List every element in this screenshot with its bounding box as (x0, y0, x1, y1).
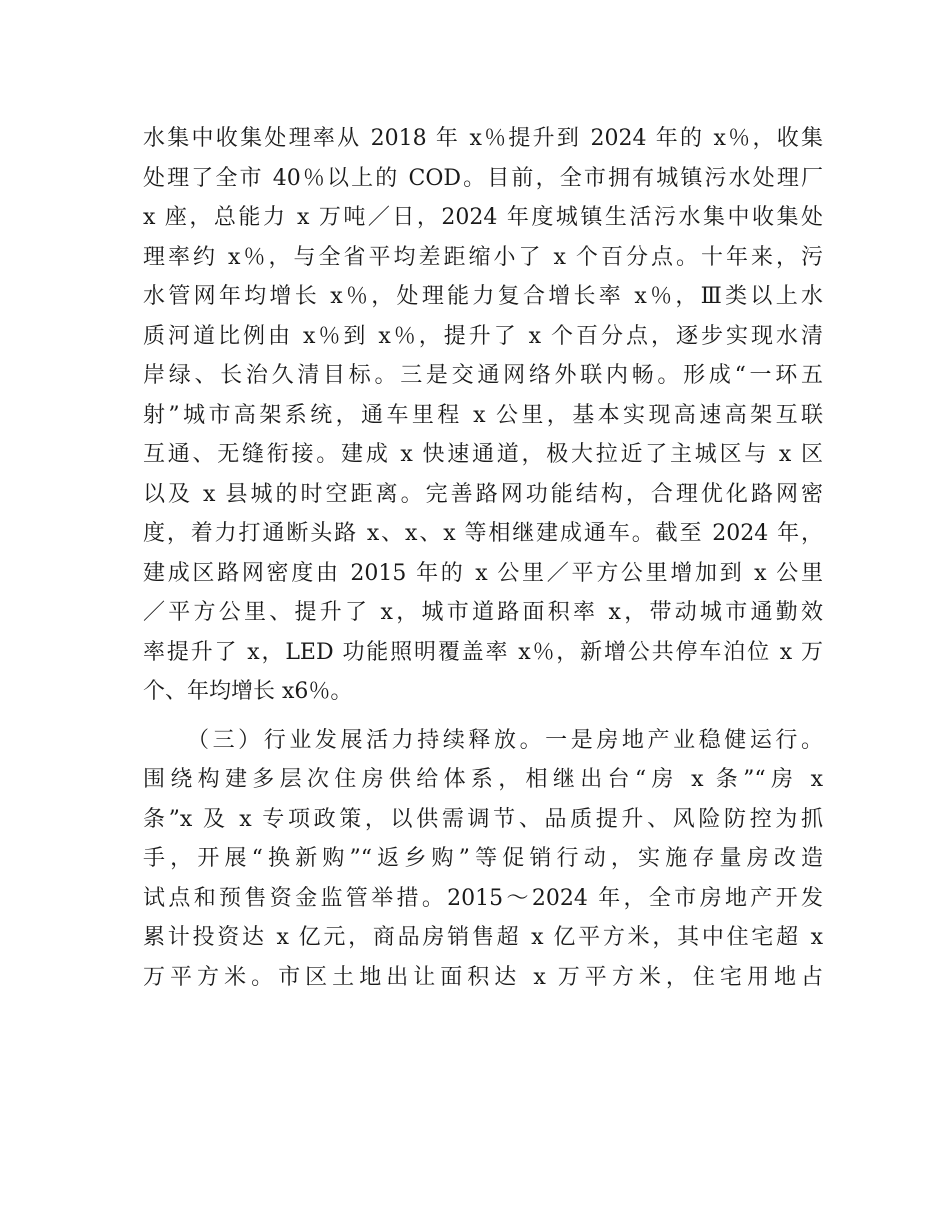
text-line: 水集中收集处理率从 2018 年 x％提升到 2024 年的 x％，收集 (143, 126, 823, 151)
text-line: 以及 x 县城的时空距离。完善路网功能结构，合理优化路网密 (143, 481, 823, 507)
text-line: 累计投资达 x 亿元，商品房销售超 x 亿平方米，其中住宅超 x (143, 925, 823, 950)
document-page (143, 119, 823, 997)
text-line: x 座，总能力 x 万吨／日，2024 年度城镇生活污水集中收集处 (143, 205, 823, 230)
text-line: 万平方米。市区土地出让面积达 x 万平方米，住宅用地占 (143, 964, 823, 990)
paragraph-2 (143, 721, 823, 998)
text-line: 围绕构建多层次住房供给体系，相继出台“房 x 条”“房 x (143, 767, 823, 792)
text-line: ／平方公里、提升了 x，城市道路面积率 x，带动城市通勤效 (143, 600, 823, 625)
text-line: 质河道比例由 x％到 x％，提升了 x 个百分点，逐步实现水清 (143, 323, 823, 349)
text-line: 岸绿、长治久清目标。三是交通网络外联内畅。形成“一环五 (143, 363, 823, 388)
text-line: 个、年均增长 x6％。 (143, 679, 353, 704)
text-line: 理率约 x％，与全省平均差距缩小了 x 个百分点。十年来，污 (143, 244, 823, 270)
paragraph-1 (143, 119, 823, 712)
paragraph-spacer (143, 712, 823, 721)
text-line: 率提升了 x，LED 功能照明覆盖率 x％，新增公共停车泊位 x 万 (143, 639, 823, 665)
text-line: 度，着力打通断头路 x、x、x 等相继建成通车。截至 2024 年， (143, 521, 823, 546)
section-heading-line: （三）行业发展活力持续释放。一是房地产业稳健运行。 (187, 727, 823, 753)
text-line: 手，开展“换新购”“返乡购”等促销行动，实施存量房改造 (143, 846, 823, 871)
text-line: 射”城市高架系统，通车里程 x 公里，基本实现高速高架互联 (143, 402, 823, 428)
text-line: 互通、无缝衔接。建成 x 快速通道，极大拉近了主城区与 x 区 (143, 442, 823, 467)
text-line: 试点和预售资金监管举措。2015～2024 年，全市房地产开发 (143, 885, 823, 911)
text-line: 条”x 及 x 专项政策，以供需调节、品质提升、风险防控为抓 (143, 806, 823, 832)
text-line: 建成区路网密度由 2015 年的 x 公里／平方公里增加到 x 公里 (143, 560, 823, 586)
text-line: 处理了全市 40％以上的 COD。目前，全市拥有城镇污水处理厂 (143, 165, 823, 191)
text-line: 水管网年均增长 x％，处理能力复合增长率 x％，Ⅲ类以上水 (143, 284, 823, 309)
